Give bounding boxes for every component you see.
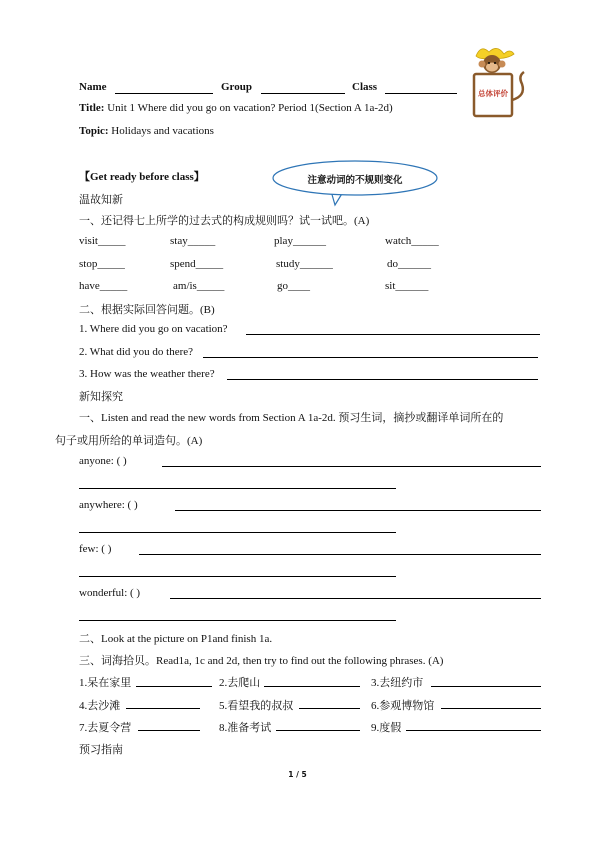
q1-word[interactable]: study______ [276, 258, 333, 270]
q1-word[interactable]: have_____ [79, 280, 128, 292]
phrase-item: 3.去纽约市 [371, 677, 424, 689]
answer-line[interactable] [139, 554, 541, 555]
q1-word[interactable]: spend_____ [170, 258, 224, 270]
evaluation-badge [466, 44, 530, 120]
q2-item: 2. What did you do there? [79, 346, 194, 358]
answer-line[interactable] [136, 686, 212, 687]
topic-line [79, 125, 214, 137]
answer-line[interactable] [162, 466, 541, 467]
q1-word[interactable]: go____ [277, 280, 310, 292]
answer-line[interactable] [431, 686, 541, 687]
answer-line[interactable] [276, 730, 360, 731]
q3-prompt-cont: 句子或用所给的单词造句。(A) [55, 435, 203, 447]
name-label: Name [79, 81, 107, 93]
class-label: Class [352, 81, 378, 93]
q1-prompt: 一、还记得七上所学的过去式的构成规则吗？试一试吧。(A) [79, 215, 370, 227]
title-label: Title: [79, 102, 105, 114]
phrase-item: 5.看望我的叔叔 [219, 700, 294, 712]
q2-prompt: 二、根据实际回答问题。(B) [79, 304, 215, 316]
class-field[interactable] [385, 93, 457, 94]
title-line [79, 102, 393, 114]
answer-line[interactable] [138, 730, 200, 731]
q1-word[interactable]: do______ [387, 258, 431, 270]
callout-text: 注意动词的不规则变化 [307, 175, 403, 186]
callout-bubble [271, 159, 439, 199]
answer-line[interactable] [246, 334, 540, 335]
answer-line[interactable] [203, 357, 538, 358]
topic-text: Holidays and vacations [111, 125, 214, 137]
answer-line[interactable] [79, 576, 396, 577]
badge-text: 总体评价 [478, 89, 508, 98]
vocab-word: few: ( ) [79, 543, 112, 555]
q2-item: 1. Where did you go on vacation? [79, 323, 228, 335]
q1-word[interactable]: stop_____ [79, 258, 125, 270]
title-text: Unit 1 Where did you go on vacation? Period 1(Section A 1a-2d) [107, 102, 393, 114]
vocab-word: anywhere: ( ) [79, 499, 138, 511]
phrase-item: 9.度假 [371, 722, 402, 734]
answer-line[interactable] [79, 620, 396, 621]
phrase-item: 7.去夏令营 [79, 722, 132, 734]
answer-line[interactable] [264, 686, 360, 687]
guide-title: 预习指南 [79, 744, 123, 756]
answer-line[interactable] [79, 532, 396, 533]
q1-word[interactable]: stay_____ [170, 235, 216, 247]
answer-line[interactable] [227, 379, 538, 380]
page-number: 1 / 5 [288, 770, 307, 779]
q1-word[interactable]: visit_____ [79, 235, 126, 247]
q1-word[interactable]: play______ [274, 235, 326, 247]
vocab-word: anyone: ( ) [79, 455, 127, 467]
phrase-item: 8.准备考试 [219, 722, 272, 734]
new-title: 新知探究 [79, 391, 123, 403]
vocab-word: wonderful: ( ) [79, 587, 141, 599]
answer-line[interactable] [406, 730, 541, 731]
answer-line[interactable] [126, 708, 200, 709]
q2-item: 3. How was the weather there? [79, 368, 215, 380]
phrase-item: 4.去沙滩 [79, 700, 121, 712]
phrase-item: 6.参观博物馆 [371, 700, 435, 712]
topic-label: Topic: [79, 125, 109, 137]
answer-line[interactable] [441, 708, 541, 709]
q4-prompt: 二、Look at the picture on P1and finish 1a. [79, 633, 273, 645]
q1-word[interactable]: sit______ [385, 280, 429, 292]
name-field[interactable] [115, 93, 213, 94]
q3-prompt: 一、Listen and read the new words from Section A 1a-2d. 预习生词，摘抄或翻译单词所在的 [79, 412, 504, 424]
answer-line[interactable] [175, 510, 541, 511]
phrase-item: 2.去爬山 [219, 677, 261, 689]
q5-prompt: 三、词海拾贝。Read1a, 1c and 2d, then try to find out the following phrases. (A) [79, 655, 444, 667]
section-heading: 【Get ready before class】 [79, 171, 205, 183]
monkey-icon [466, 44, 530, 120]
group-field[interactable] [261, 93, 345, 94]
q1-word[interactable]: watch_____ [385, 235, 439, 247]
q1-word[interactable]: am/is_____ [173, 280, 225, 292]
answer-line[interactable] [299, 708, 360, 709]
answer-line[interactable] [170, 598, 541, 599]
phrase-item: 1.呆在家里 [79, 677, 132, 689]
review-title: 温故知新 [79, 194, 123, 206]
answer-line[interactable] [79, 488, 396, 489]
group-label: Group [221, 81, 252, 93]
